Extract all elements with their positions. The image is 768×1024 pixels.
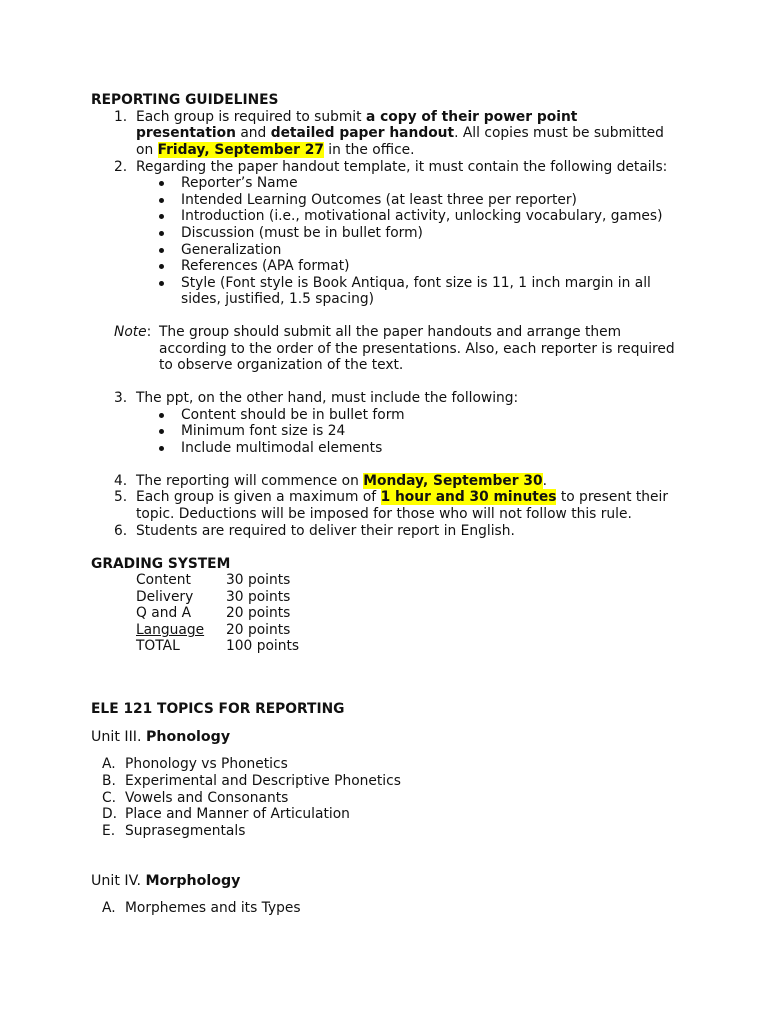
handout-bullet-4: Discussion (must be in bullet form) bbox=[181, 225, 423, 241]
topics-heading: ELE 121 TOPICS FOR REPORTING bbox=[91, 701, 345, 717]
grading-points: 30 points bbox=[226, 572, 291, 588]
item-5-number: 5. bbox=[114, 489, 128, 505]
bullet-icon bbox=[159, 181, 164, 186]
topic-letter: B. bbox=[102, 773, 116, 789]
guidelines-heading: REPORTING GUIDELINES bbox=[91, 92, 279, 108]
item-4-text bbox=[136, 473, 547, 490]
topic-letter: C. bbox=[102, 790, 117, 806]
time-limit-highlight: 1 hour and 30 minutes bbox=[380, 489, 557, 505]
note-label-text: Note bbox=[114, 324, 147, 340]
grading-points: 30 points bbox=[226, 589, 291, 605]
item-1-text-office: in the office. bbox=[323, 142, 415, 158]
bullet-icon bbox=[159, 248, 164, 253]
topic-item: Vowels and Consonants bbox=[125, 790, 289, 806]
topic-letter: E. bbox=[102, 823, 116, 839]
grading-row-language bbox=[136, 622, 290, 639]
bullet-icon bbox=[159, 446, 164, 451]
unit-4-heading bbox=[91, 873, 240, 890]
item-6-number: 6. bbox=[114, 523, 128, 539]
unit-3-name: Phonology bbox=[145, 729, 231, 745]
handout-bullet-2: Intended Learning Outcomes (at least three per reporter) bbox=[181, 192, 577, 208]
topic-item: Suprasegmentals bbox=[125, 823, 246, 839]
handout-bullet-3: Introduction (i.e., motivational activity, unlocking vocabulary, games) bbox=[181, 208, 663, 224]
item-2-number: 2. bbox=[114, 159, 128, 175]
handout-bullet-1: Reporter’s Name bbox=[181, 175, 298, 191]
unit-3-prefix: Unit III. bbox=[91, 729, 146, 745]
item-5-text-start: Each group is given a maximum of bbox=[136, 489, 381, 505]
item-1-text-submit: . All copies must be submitted bbox=[454, 125, 664, 141]
topic-item: Morphemes and its Types bbox=[125, 900, 301, 916]
grading-label: Delivery bbox=[136, 589, 194, 605]
item-1-text: Each group is required to submit bbox=[136, 109, 366, 125]
item-5-line-2: topic. Deductions will be imposed for those who will not follow this rule. bbox=[136, 506, 632, 522]
bullet-icon bbox=[159, 214, 164, 219]
unit-4-prefix: Unit IV. bbox=[91, 873, 146, 889]
item-4-text-start: The reporting will commence on bbox=[136, 473, 364, 489]
grading-points: 20 points bbox=[226, 622, 291, 638]
ppt-bullet-2: Minimum font size is 24 bbox=[181, 423, 346, 439]
item-3-number: 3. bbox=[114, 390, 128, 406]
item-1-emphasis-presentation: presentation bbox=[136, 125, 236, 141]
item-4-number: 4. bbox=[114, 473, 128, 489]
note-colon: : bbox=[146, 324, 152, 340]
bullet-icon bbox=[159, 198, 164, 203]
handout-bullet-5: Generalization bbox=[181, 242, 282, 258]
handout-bullet-7-cont: sides, justified, 1.5 spacing) bbox=[181, 291, 374, 307]
item-3-text: The ppt, on the other hand, must include the following: bbox=[136, 390, 519, 406]
ppt-bullet-1: Content should be in bullet form bbox=[181, 407, 405, 423]
item-5-line-1 bbox=[136, 489, 668, 506]
topic-letter: D. bbox=[102, 806, 118, 822]
ppt-bullet-3: Include multimodal elements bbox=[181, 440, 383, 456]
item-1-number: 1. bbox=[114, 109, 128, 125]
topic-item: Place and Manner of Articulation bbox=[125, 806, 350, 822]
bullet-icon bbox=[159, 413, 164, 418]
topic-item: Phonology vs Phonetics bbox=[125, 756, 288, 772]
grading-label: Content bbox=[136, 572, 191, 588]
unit-3-heading bbox=[91, 729, 230, 746]
item-1-text-and: and bbox=[235, 125, 271, 141]
topic-letter: A. bbox=[102, 900, 116, 916]
bullet-icon bbox=[159, 264, 164, 269]
grading-points-total: 100 points bbox=[226, 638, 300, 654]
topic-letter: A. bbox=[102, 756, 116, 772]
item-4-period: . bbox=[542, 473, 547, 489]
grading-points: 20 points bbox=[226, 605, 291, 621]
unit-4-name: Morphology bbox=[145, 873, 241, 889]
grading-label: Q and A bbox=[136, 605, 192, 621]
item-1-text-on: on bbox=[136, 142, 158, 158]
item-5-text-end: to present their bbox=[556, 489, 669, 505]
item-1-line-2 bbox=[136, 125, 664, 142]
item-1-emphasis-handout: detailed paper handout bbox=[270, 125, 455, 141]
item-1-line-3 bbox=[136, 142, 415, 159]
handout-bullet-6: References (APA format) bbox=[181, 258, 350, 274]
bullet-icon bbox=[159, 231, 164, 236]
bullet-icon bbox=[159, 281, 164, 286]
note-line-2: according to the order of the presentations. Also, each reporter is required bbox=[159, 341, 675, 357]
item-1-emphasis: a copy of their power point bbox=[365, 109, 578, 125]
note-line-3: to observe organization of the text. bbox=[159, 357, 404, 373]
topic-item: Experimental and Descriptive Phonetics bbox=[125, 773, 401, 789]
bullet-icon bbox=[159, 429, 164, 434]
item-2-text: Regarding the paper handout template, it must contain the following details: bbox=[136, 159, 668, 175]
start-date-highlight: Monday, September 30 bbox=[363, 473, 543, 489]
grading-label-total: TOTAL bbox=[136, 638, 180, 654]
item-6-text: Students are required to deliver their report in English. bbox=[136, 523, 515, 539]
grading-label: Language bbox=[136, 622, 205, 638]
note-line-1: The group should submit all the paper handouts and arrange them bbox=[159, 324, 622, 340]
note-label bbox=[114, 324, 151, 341]
item-1-line-1 bbox=[136, 109, 577, 126]
grading-heading: GRADING SYSTEM bbox=[91, 556, 231, 572]
handout-bullet-7: Style (Font style is Book Antiqua, font size is 11, 1 inch margin in all bbox=[181, 275, 651, 291]
deadline-date-highlight: Friday, September 27 bbox=[157, 142, 324, 158]
